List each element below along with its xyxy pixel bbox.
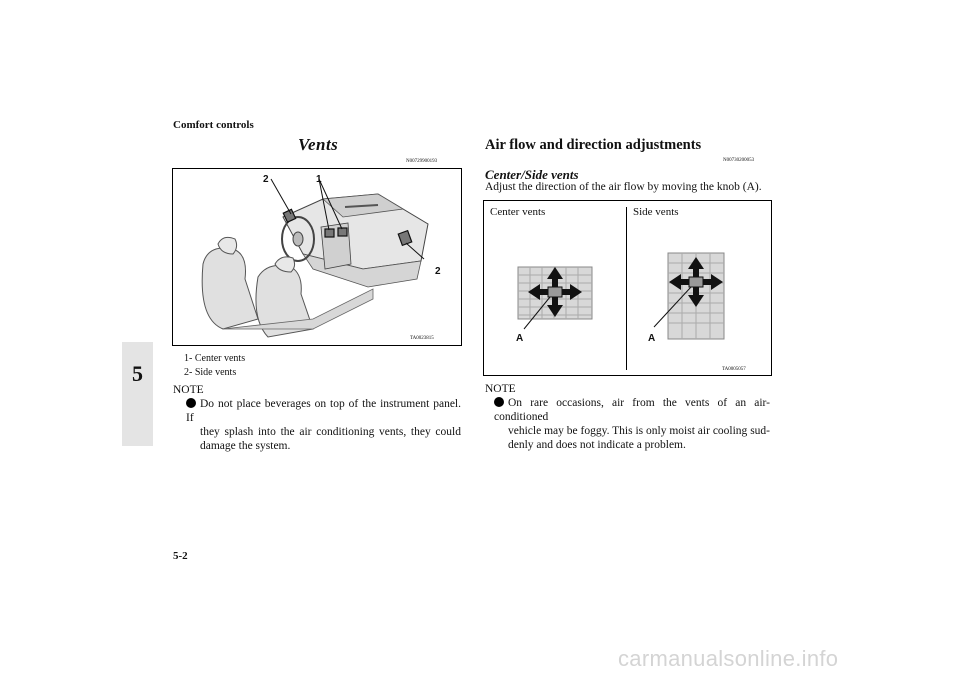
dashboard-illustration xyxy=(172,168,462,346)
note-text-rest: they splash into the air conditioning vents, they could damage the system. xyxy=(200,426,461,452)
caption-center-vents: 1- Center vents xyxy=(184,353,246,364)
bullet-icon xyxy=(494,397,504,407)
airflow-subheading: Center/Side vents xyxy=(485,167,579,182)
note-label-2: NOTE xyxy=(485,383,516,395)
knob-label-center: A xyxy=(516,333,524,344)
chapter-tab-number: 5 xyxy=(132,361,143,386)
watermark: carmanualsonline.info xyxy=(618,646,839,671)
center-knob xyxy=(548,287,562,297)
section-header: Comfort controls xyxy=(173,119,254,131)
side-vents-label: Side vents xyxy=(633,206,679,218)
note2-text-first: On rare occasions, air from the vents of an air-conditioned xyxy=(494,397,770,423)
note-bullet xyxy=(186,397,461,453)
callout-1: 1 xyxy=(316,174,322,185)
center-vent-right-marker xyxy=(338,228,347,236)
side-knob xyxy=(689,277,703,287)
figure-divider xyxy=(626,207,627,370)
airflow-heading: Air flow and direction adjustments xyxy=(485,137,702,153)
vents-heading: Vents xyxy=(298,135,339,154)
bullet-icon xyxy=(186,398,196,408)
center-vents-label: Center vents xyxy=(490,206,546,218)
figure-code-2: TA0005057 xyxy=(722,367,746,372)
callout-2-right: 2 xyxy=(435,266,441,277)
caption-side-vents: 2- Side vents xyxy=(184,367,237,378)
page-number: 5-2 xyxy=(173,550,188,562)
figure-code: TA0023815 xyxy=(410,336,434,341)
note-bullet-2 xyxy=(494,396,770,452)
dashboard-drawing xyxy=(173,169,461,345)
airflow-doc-code: N00730200053 xyxy=(723,158,755,163)
vent-adjust-drawing xyxy=(484,201,771,375)
knob-label-side: A xyxy=(648,333,656,344)
vent-adjust-illustration xyxy=(483,200,772,376)
note-text-first: Do not place beverages on top of the instrument panel. If xyxy=(186,398,461,424)
center-vent-left-marker xyxy=(325,229,334,237)
callout-2: 2 xyxy=(263,174,269,185)
vents-doc-code: N00729900193 xyxy=(406,159,438,164)
note2-text-rest: vehicle may be foggy. This is only moist air cooling sud-denly and does not indicate a problem. xyxy=(508,425,770,451)
note-label: NOTE xyxy=(173,384,204,396)
airflow-instruction: Adjust the direction of the air flow by moving the knob (A). xyxy=(485,181,762,193)
chapter-tab xyxy=(122,342,153,446)
